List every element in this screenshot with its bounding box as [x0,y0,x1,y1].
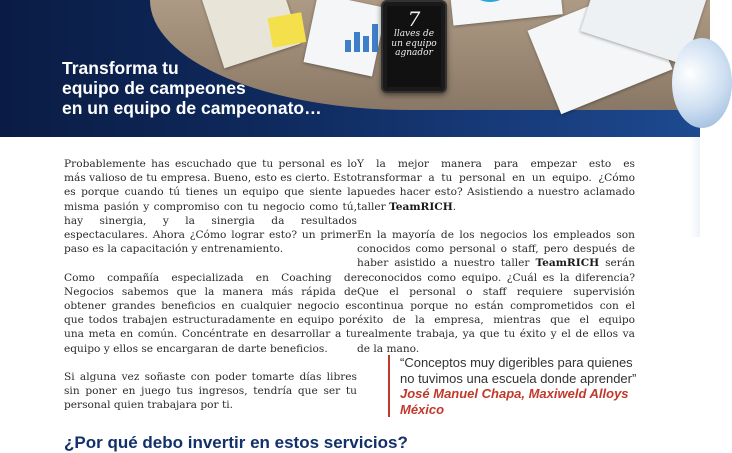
paper-sheet [447,0,563,26]
teamrich-brand: TeamRICH [535,257,600,270]
section-heading-partial: ¿Por qué debo invertir en estos servicios? [64,433,408,452]
quote-line: no tuvimos una escuela donde aprender” [400,370,637,386]
body-paragraph: Si alguna vez soñaste con poder tomarte días libres sin poner en juego tus ingresos, tendría que ser tu personal quien trabajara por ti. [64,371,357,412]
body-paragraph [357,157,635,214]
article-right-column [357,157,635,370]
tablet-screen [387,6,441,87]
hero-banner [0,0,700,137]
quote-line: “Conceptos muy digeribles para quienes [400,355,633,370]
sticky-note [268,12,307,47]
teamrich-brand: TeamRICH [389,200,453,213]
body-paragraph: Probablemente has escuchado que tu personal es lo más valioso de tu empresa. Bueno, esto es cierto. Esto es porque cuando tú tienes un equipo que siente la misma pasión y compromiso con tu negocio como tú, hay sinergia, y la sinergia da resultados espectaculares. Ahora ¿Cómo lograr esto? un primer paso es la capacitación y entrenamiento. [64,158,357,256]
headline-line: equipo de campeones [62,78,246,98]
decorative-orb [672,38,732,128]
headline-line: en un equipo de campeonato… [62,98,322,118]
tablet-line: agnador [395,48,433,58]
paragraph-text: serán reconocidos como equipo. ¿Cuál es la diferencia? Que el personal o staff requiere supervisión continua porque no están comprometidos con el éxito de la empresa, mientras que el equipo realmente trabaja, ya que tu éxito y el de ellos va de la mano. [357,257,636,355]
quote-author-location: México [400,401,445,417]
bar-chart-graphic [345,18,385,52]
paragraph-text: . [452,200,457,213]
tablet-line: llaves de [393,29,435,39]
paragraph-text: Y la mejor manera para empezar esto es transformar a tu personal en un equipo. ¿Cómo puedes hacer esto? Asistiendo a nuestro aclamado taller [357,158,635,213]
page-headline [62,58,392,118]
right-edge-fade [690,137,700,237]
tablet-line: un equipo [391,38,437,49]
body-paragraph [357,228,635,356]
testimonial-quote [388,355,660,417]
article-left-column [64,157,357,427]
paragraph-text: En la mayoría de los negocios los empleados son conocidos como personal o staff, pero después de haber asistido a nuestro taller [357,229,635,270]
headline-line: Transforma tu [62,58,179,78]
tablet-number: 7 [407,7,421,31]
body-paragraph: Como compañía especializada en Coaching de Negocios sabemos que la manera más rápida de obtener grandes beneficios en cualquier negocio es que todos trabajen estructuradamente en equipo por una meta en común. Concéntrate en desarrollar a tu equipo y ellos se encargaran de darte beneficios. [64,271,357,355]
quote-author: José Manuel Chapa, Maxiweld Alloys [400,386,629,401]
